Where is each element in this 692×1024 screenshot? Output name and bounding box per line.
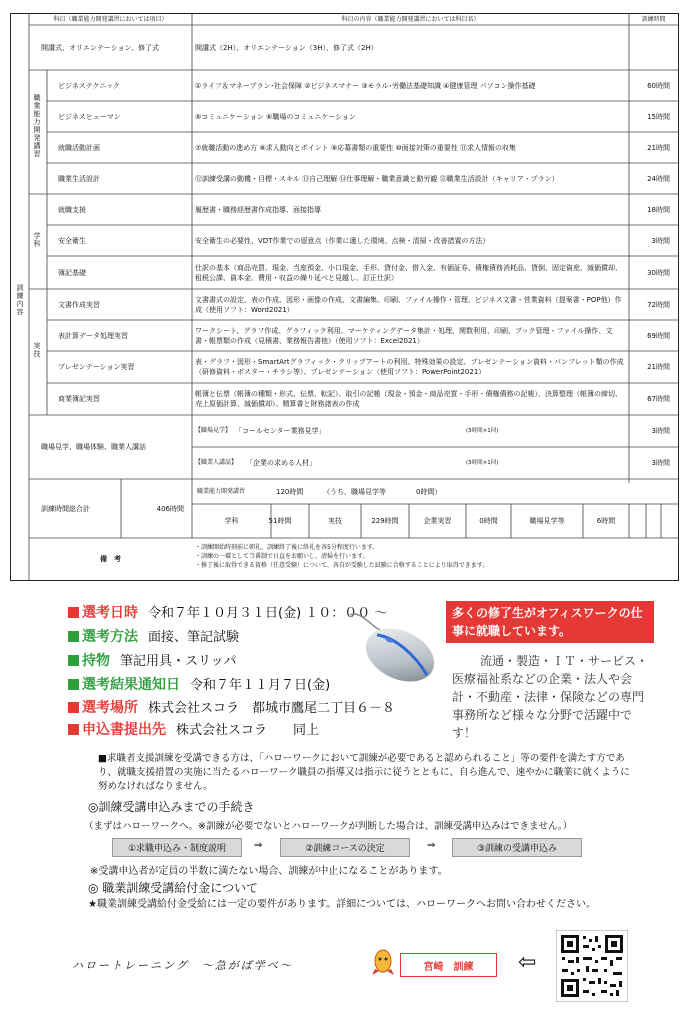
row-content: 開講式（2H）、オリエンテーション（3H）、修了式（2H） — [195, 43, 378, 52]
row-hours: 21時間 — [647, 143, 670, 152]
qr-code[interactable] — [556, 930, 628, 1002]
breakdown-hours: 6時間 — [596, 517, 616, 525]
group-label-kouza: 職業能力開発講習 — [33, 94, 41, 158]
breakdown-label: 実技 — [328, 517, 342, 525]
row-content: 履歴書・職務経歴書作成指導、面接指導 — [195, 205, 321, 214]
arrow-left-icon: ⇦ — [518, 950, 537, 975]
allowance-text: ★職業訓練受講給付金受給には一定の要件があります。詳細については、ハローワークへお問い合わせください。 — [88, 899, 596, 910]
row-subject: ビジネステクニック — [58, 81, 120, 90]
square-bullet-icon — [68, 631, 79, 642]
row-hours: 72時間 — [647, 300, 670, 309]
breakdown-hours: 229時間 — [371, 517, 399, 525]
row-content: ⑫訓練受講の動機・目標・スキル ⑬自己理解 ⑭仕事理解・職業意識と動労観 ⑮職業生活設計（キャリア・プラン） — [195, 174, 559, 183]
training-badge: 宮崎 訓練 — [400, 953, 497, 977]
row-hours: 15時間 — [647, 112, 670, 121]
kouza-hours: 120時間 — [276, 487, 304, 496]
eligibility-notice: ■求職者支援訓練を受講できる方は、「ハローワークにおいて訓練が必要であると認められること」等の要件を満たす方であり、就職支援措置の実施に当たるハローワーク職員の指導又は指示に従うとともに、自ら進んで、速やかに職業に就くように努めなければなりません。 — [98, 753, 630, 792]
row-content: ①ライフ＆マネープラン･社会保障 ②ビジネスマナー ③モラル･労働法基礎知識 ④健康管理 パソコン操作基礎 — [195, 81, 536, 90]
arrow-right-icon: ⇒ — [254, 840, 263, 851]
remarks-line: ・訓練の一環として当番制で日直をお願いし、清掃を行います。 — [195, 553, 369, 560]
kouza-label: 職業能力開発講習 — [197, 487, 246, 495]
row-subject: 職業生活設計 — [58, 174, 100, 183]
training-table — [10, 13, 679, 581]
remarks-line: ・訓練開始時刻前に朝礼、訓練終了後に終礼を各5分程度行います。 — [195, 544, 379, 551]
selection-item: 選考日時 令和７年１０月３１日(金) １０：００ ～ — [68, 602, 387, 622]
header-hours: 訓練時間 — [641, 15, 666, 23]
promo-banner: 多くの修了生がオフィスワークの仕事に就職しています。 — [446, 601, 654, 643]
row-subject: 安全衛生 — [58, 236, 86, 245]
square-bullet-icon — [68, 607, 79, 618]
step-1: ①求職申込み・制度説明 — [112, 838, 242, 857]
visit-tag: 【職業人講話】 — [195, 459, 238, 466]
breakdown-hours: 51時間 — [268, 517, 292, 525]
total-label: 訓練時間総合計 — [41, 504, 90, 513]
visit-title: 「企業の求める人材」 — [246, 459, 316, 467]
remarks-text — [195, 543, 675, 570]
visit-title: 「コールセンター業務見学」 — [235, 427, 326, 435]
step-3: ③訓練の受講申込み — [452, 838, 582, 857]
row-hours: 24時間 — [647, 174, 670, 183]
row-hours: 60時間 — [647, 81, 670, 90]
row-content: 安全衛生の必要性、VDT作業での留意点（作業に適した環境、点検・清掃・改善措置の方法） — [195, 236, 490, 245]
row-hours: 69時間 — [647, 331, 670, 340]
breakdown-label: 学科 — [224, 517, 239, 525]
arrow-right-icon: ⇒ — [427, 840, 436, 851]
remarks-label: 備 考 — [100, 555, 121, 563]
row-content: 文書書式の設定、表の作成、図形・画像の作成、文書編集、印刷、ファイル操作・管理、ビジネス文書・営業資料（提案書・POP他）作成（使用ソフト：Word2021） — [195, 295, 622, 314]
row-subject: プレゼンテーション実習 — [58, 363, 135, 371]
visit-note: (3時間×1回) — [466, 460, 499, 466]
row-hours: 67時間 — [647, 395, 670, 403]
group-label-jitsugi: 実技 — [33, 342, 41, 358]
visit-hours: 3時間 — [651, 459, 670, 467]
square-bullet-icon — [68, 679, 79, 690]
row-content: 仕訳の基本（商品売買、現金、当座預金、小口現金、手形、貸付金、借入金、有価証券、債権債務消耗品、貸倒、固定資産、減価償却、租税公課、資本金、費用・収益の繰り延べと見越し、訂正仕訳） — [195, 263, 622, 282]
visit-tag: 【職場見学】 — [195, 427, 232, 434]
row-subject: 開講式、オリエンテーション、修了式 — [41, 43, 160, 52]
breakdown-label: 企業実習 — [423, 517, 452, 525]
row-hours: 3時間 — [651, 236, 670, 245]
row-subject: 就職支援 — [58, 205, 86, 214]
square-bullet-icon — [68, 702, 79, 713]
mouse-icon — [345, 605, 440, 690]
square-bullet-icon — [68, 724, 79, 735]
side-label: 訓練内容 — [16, 284, 24, 316]
remarks-line: ・修了後に取得できる資格（任意受験）について、各自が受験した試験に合格することにより取得できます。 — [195, 562, 489, 569]
row-subject: 表計算データ処理実習 — [58, 331, 128, 340]
selection-item: 選考方法 面接、筆記試験 — [68, 626, 239, 646]
row-subject: 商業簿記実習 — [58, 395, 100, 403]
row-subject: 文書作成実習 — [58, 300, 100, 309]
group-label-gakka: 学科 — [33, 232, 41, 248]
kengaku-hours: 0時間） — [416, 487, 442, 496]
selection-item: 申込書提出先 株式会社スコラ 同上 — [68, 719, 319, 739]
procedure-sub: （まずはハローワークへ。※訓練が必要でないとハローワークが判断した場合は、訓練受講申込みはできません。） — [84, 821, 573, 832]
visit-hours: 3時間 — [651, 427, 670, 435]
row-subject: ビジネスヒューマン — [58, 112, 121, 121]
row-content: ⑤コミュニケーション ⑥職場のコミュニケーション — [195, 112, 356, 121]
row-content: 帳簿と伝票（帳簿の種類・形式、伝票、転記）、取引の記帳（現金・預金・商品売買・手形・債権債務の記帳）、決算整理（帳簿の締切、売上原価計算、減価償却）、精算書と財務諸表の作成 — [195, 390, 622, 408]
row-hours: 18時間 — [647, 205, 670, 214]
header-subject: 科目（職業能力開発講習においては項目） — [53, 15, 168, 23]
kengaku-label: （うち、職場見学等 — [323, 487, 386, 496]
square-bullet-icon — [68, 655, 79, 666]
total-hours: 406時間 — [156, 504, 184, 513]
visit-note: (3時間×1回) — [466, 428, 499, 434]
breakdown-hours: 0時間 — [479, 517, 498, 525]
row-hours: 21時間 — [647, 363, 670, 371]
row-subject: 簿記基礎 — [58, 268, 86, 277]
rocket-mascot-icon — [368, 947, 398, 977]
procedure-title: ◎訓練受講申込みまでの手続き — [88, 800, 255, 814]
selection-item: 持物 筆記用具・スリッパ — [68, 650, 236, 670]
breakdown-label: 職場見学等 — [529, 517, 565, 525]
selection-item: 選考結果通知日 令和７年１１月７日(金) — [68, 674, 330, 694]
selection-item: 選考場所 株式会社スコラ 都城市鷹尾二丁目６－８ — [68, 697, 395, 717]
row-content: 表・グラフ・図形・SmartArtグラフィック・クリップアートの利用、特殊効果の設定、プレゼンテーション資料・パンフレット類の作成（研修資料・ポスター・チラシ等）、プレゼンテーション（使用ソフト：PowerPoint2021） — [195, 358, 624, 376]
step-2: ②訓練コースの決定 — [280, 838, 410, 857]
promo-body: 流通・製造・ＩＴ・サービス・医療福祉系などの企業・法人や会計・不動産・法律・保険などの専門事務所など様々な分野で活躍中です！ — [452, 654, 649, 740]
visit-label: 職場見学、職場体験、職業人講話 — [41, 443, 146, 451]
row-subject: 就職活動計画 — [58, 143, 100, 152]
row-hours: 30時間 — [647, 268, 670, 277]
cancel-note: ※受講申込者が定員の半数に満たない場合、訓練が中止になることがあります。 — [90, 866, 448, 877]
allowance-title: ◎ 職業訓練受講給付金について — [88, 881, 259, 895]
header-content: 科目の内容（職業能力開発講習においては科目名） — [341, 15, 480, 23]
row-content: ワークシート、グラフ作成、グラフィック利用、マーケティングデータ集計・処理、関数利用、印刷、ブック管理・ファイル操作、文書・帳票類の作成（見積書、業務報告書他）（使用ソフト：Excel2021） — [195, 326, 613, 345]
slogan: ハロートレーニング ～急がば学べ～ — [72, 959, 293, 972]
row-content: ⑦就職活動の進め方 ⑧求人動向とポイント ⑨応募書類の重要性 ⑩面接対策の重要性 ⑪求人情報の収集 — [195, 143, 517, 152]
